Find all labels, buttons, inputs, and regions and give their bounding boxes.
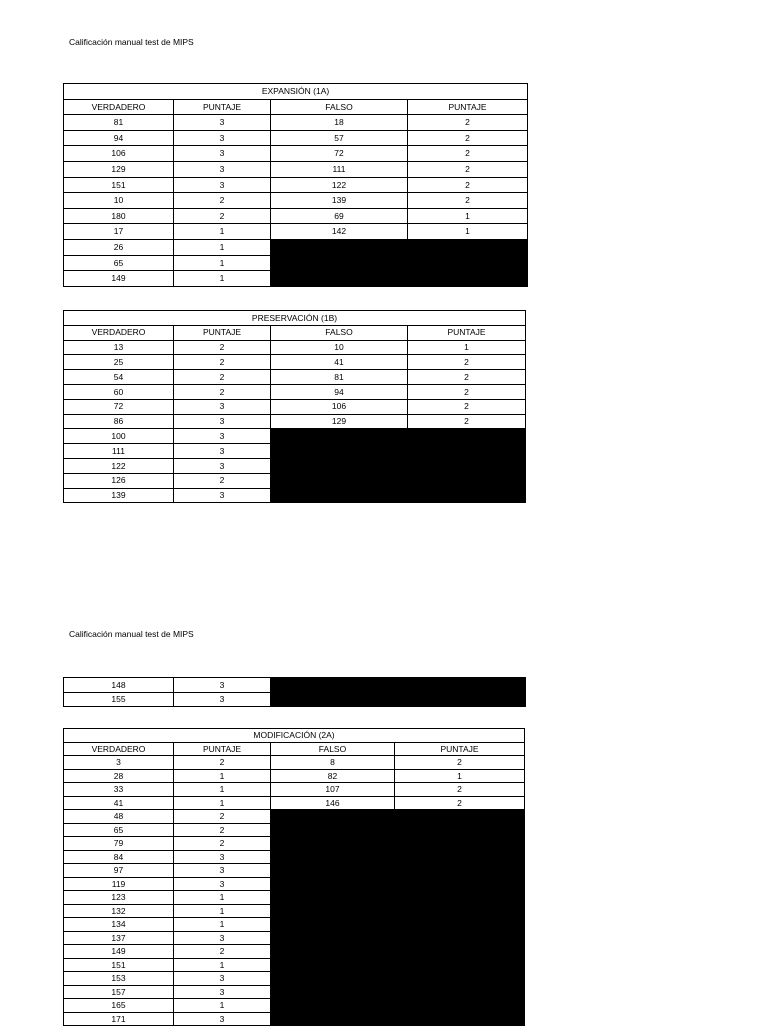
table-cell: 1: [174, 239, 271, 255]
table-cell: 119: [64, 877, 174, 891]
table-cell: 2: [174, 823, 271, 837]
table-cell: 79: [64, 837, 174, 851]
table-cell: 1: [174, 904, 271, 918]
table-row: [64, 161, 528, 177]
table-cell: 10: [64, 193, 174, 209]
redacted-cell: [271, 473, 526, 488]
redacted-cell: [271, 692, 526, 707]
redacted-cell: [271, 1012, 525, 1026]
table-cell: 3: [174, 458, 271, 473]
table-row: [64, 783, 525, 797]
redacted-cell: [271, 810, 525, 824]
table-cell: 2: [174, 384, 271, 399]
redacted-cell: [271, 999, 525, 1013]
table-cell: 2: [174, 370, 271, 385]
table-row: [64, 370, 526, 385]
table-cell: 129: [271, 414, 408, 429]
table-cell: 149: [64, 945, 174, 959]
table-cell: 155: [64, 692, 174, 707]
redacted-cell: [271, 864, 525, 878]
table-cell: 41: [64, 796, 174, 810]
table-row: [64, 891, 525, 905]
table-cell: 97: [64, 864, 174, 878]
table-row: [64, 271, 528, 287]
table-row: [64, 756, 525, 770]
table-row: [64, 414, 526, 429]
table-row: [64, 224, 528, 240]
table-cell: 1: [174, 271, 271, 287]
table-cell: 134: [64, 918, 174, 932]
table-cell: 107: [271, 783, 395, 797]
table-cell: 1: [174, 958, 271, 972]
table-cell: 2: [395, 796, 525, 810]
table-row: [64, 458, 526, 473]
table-cell: 3: [174, 115, 271, 131]
table-cell: 1: [408, 224, 528, 240]
table-cell: 153: [64, 972, 174, 986]
redacted-cell: [271, 271, 528, 287]
table-row: [64, 384, 526, 399]
table-row: [64, 193, 528, 209]
table-cell: 3: [174, 444, 271, 459]
redacted-cell: [271, 255, 528, 271]
table-cell: 17: [64, 224, 174, 240]
table-cell: 126: [64, 473, 174, 488]
table-cell: 18: [271, 115, 408, 131]
table-cell: 1: [174, 999, 271, 1013]
table-cell: 94: [64, 130, 174, 146]
table-cell: 1: [174, 918, 271, 932]
table-row: [64, 985, 525, 999]
table-body: [64, 678, 526, 707]
table-cell: 3: [174, 678, 271, 693]
table-cell: 13: [64, 340, 174, 355]
table-row: [64, 146, 528, 162]
redacted-cell: [271, 458, 526, 473]
table-row: [64, 399, 526, 414]
redacted-cell: [271, 891, 525, 905]
table-cell: 28: [64, 769, 174, 783]
table-row: [64, 958, 525, 972]
table-cell: 3: [174, 985, 271, 999]
table-row: [64, 972, 525, 986]
table-row: [64, 692, 526, 707]
table-row: [64, 340, 526, 355]
table-row: [64, 177, 528, 193]
table-cell: 3: [174, 399, 271, 414]
table-cell: 2: [408, 399, 526, 414]
continuation-table: [63, 677, 526, 707]
column-header: PUNTAJE: [174, 742, 271, 756]
table-cell: 3: [174, 429, 271, 444]
column-header: FALSO: [271, 325, 408, 340]
table-row: [64, 355, 526, 370]
table-cell: 33: [64, 783, 174, 797]
table-cell: 2: [408, 146, 528, 162]
column-header: FALSO: [271, 99, 408, 115]
column-header: VERDADERO: [64, 742, 174, 756]
table-cell: 65: [64, 823, 174, 837]
table-cell: 65: [64, 255, 174, 271]
table-row: [64, 850, 525, 864]
table-cell: 2: [174, 810, 271, 824]
table-cell: 149: [64, 271, 174, 287]
table-cell: 111: [271, 161, 408, 177]
table-row: [64, 945, 525, 959]
table-title: PRESERVACIÓN (1B): [64, 311, 526, 326]
table-cell: 26: [64, 239, 174, 255]
table-cell: 3: [174, 972, 271, 986]
table-cell: 2: [408, 161, 528, 177]
table-cell: 3: [64, 756, 174, 770]
table-cell: 94: [271, 384, 408, 399]
redacted-cell: [271, 918, 525, 932]
modificacion-table: [63, 728, 525, 1026]
table-row: [64, 115, 528, 131]
table-cell: 1: [174, 769, 271, 783]
table-cell: 2: [408, 130, 528, 146]
table-row: [64, 796, 525, 810]
table-cell: 2: [395, 783, 525, 797]
table-cell: 3: [174, 414, 271, 429]
page-title: Calificación manual test de MIPS: [69, 629, 194, 639]
table-cell: 2: [174, 837, 271, 851]
table-cell: 1: [174, 255, 271, 271]
table-cell: 2: [174, 355, 271, 370]
table-cell: 123: [64, 891, 174, 905]
redacted-cell: [271, 444, 526, 459]
redacted-cell: [271, 837, 525, 851]
table-cell: 72: [271, 146, 408, 162]
table-row: [64, 1012, 525, 1026]
table-cell: 2: [408, 115, 528, 131]
table-row: [64, 823, 525, 837]
redacted-cell: [271, 904, 525, 918]
preservacion-table: [63, 310, 526, 503]
table-cell: 3: [174, 864, 271, 878]
table-cell: 142: [271, 224, 408, 240]
redacted-cell: [271, 823, 525, 837]
redacted-cell: [271, 985, 525, 999]
redacted-cell: [271, 239, 528, 255]
table-row: [64, 255, 528, 271]
table-row: [64, 877, 525, 891]
table-cell: 151: [64, 177, 174, 193]
table-cell: 2: [408, 370, 526, 385]
table-cell: 3: [174, 877, 271, 891]
page-title: Calificación manual test de MIPS: [69, 37, 194, 47]
table-cell: 2: [395, 756, 525, 770]
table-row: [64, 837, 525, 851]
table-cell: 1: [408, 208, 528, 224]
table-row: [64, 678, 526, 693]
table-cell: 1: [174, 891, 271, 905]
table-cell: 2: [174, 473, 271, 488]
table-cell: 151: [64, 958, 174, 972]
table-cell: 1: [174, 224, 271, 240]
table-cell: 86: [64, 414, 174, 429]
table-cell: 69: [271, 208, 408, 224]
table-cell: 106: [64, 146, 174, 162]
table-row: [64, 488, 526, 503]
table-row: [64, 918, 525, 932]
table-cell: 57: [271, 130, 408, 146]
table-row: [64, 931, 525, 945]
redacted-cell: [271, 931, 525, 945]
table-row: [64, 769, 525, 783]
table-cell: 72: [64, 399, 174, 414]
expansion-table: [63, 83, 528, 287]
table-cell: 139: [271, 193, 408, 209]
table-cell: 180: [64, 208, 174, 224]
table-cell: 1: [408, 340, 526, 355]
table-cell: 132: [64, 904, 174, 918]
column-header: PUNTAJE: [408, 99, 528, 115]
column-header: VERDADERO: [64, 325, 174, 340]
table-cell: 3: [174, 177, 271, 193]
column-header: PUNTAJE: [408, 325, 526, 340]
table-row: [64, 130, 528, 146]
table-cell: 81: [271, 370, 408, 385]
column-header: PUNTAJE: [174, 325, 271, 340]
column-header: PUNTAJE: [395, 742, 525, 756]
table-cell: 3: [174, 130, 271, 146]
table-row: [64, 999, 525, 1013]
column-header: FALSO: [271, 742, 395, 756]
table-cell: 3: [174, 146, 271, 162]
table-cell: 2: [408, 193, 528, 209]
redacted-cell: [271, 945, 525, 959]
table-cell: 2: [174, 208, 271, 224]
table-cell: 2: [408, 177, 528, 193]
table-cell: 148: [64, 678, 174, 693]
table-cell: 2: [408, 384, 526, 399]
table-cell: 54: [64, 370, 174, 385]
table-cell: 171: [64, 1012, 174, 1026]
table-row: [64, 810, 525, 824]
table-cell: 3: [174, 850, 271, 864]
table-cell: 2: [408, 355, 526, 370]
table-cell: 2: [408, 414, 526, 429]
table-title: EXPANSIÓN (1A): [64, 84, 528, 100]
table-cell: 3: [174, 1012, 271, 1026]
table-cell: 137: [64, 931, 174, 945]
table-cell: 60: [64, 384, 174, 399]
table-cell: 2: [174, 340, 271, 355]
table-row: [64, 444, 526, 459]
table-cell: 48: [64, 810, 174, 824]
table-cell: 10: [271, 340, 408, 355]
table-cell: 129: [64, 161, 174, 177]
table-cell: 41: [271, 355, 408, 370]
table-cell: 82: [271, 769, 395, 783]
table-body: [64, 756, 525, 1026]
redacted-cell: [271, 877, 525, 891]
redacted-cell: [271, 958, 525, 972]
table-row: [64, 239, 528, 255]
table-cell: 122: [271, 177, 408, 193]
table-cell: 106: [271, 399, 408, 414]
table-title: MODIFICACIÓN (2A): [64, 729, 525, 743]
table-cell: 3: [174, 931, 271, 945]
table-cell: 165: [64, 999, 174, 1013]
table-cell: 100: [64, 429, 174, 444]
table-cell: 2: [174, 756, 271, 770]
table-cell: 25: [64, 355, 174, 370]
table-cell: 81: [64, 115, 174, 131]
table-cell: 3: [174, 692, 271, 707]
redacted-cell: [271, 850, 525, 864]
table-cell: 139: [64, 488, 174, 503]
table-row: [64, 473, 526, 488]
redacted-cell: [271, 429, 526, 444]
table-cell: 84: [64, 850, 174, 864]
table-cell: 146: [271, 796, 395, 810]
table-row: [64, 864, 525, 878]
table-cell: 3: [174, 161, 271, 177]
table-row: [64, 904, 525, 918]
table-cell: 157: [64, 985, 174, 999]
redacted-cell: [271, 488, 526, 503]
table-cell: 2: [174, 945, 271, 959]
column-header: PUNTAJE: [174, 99, 271, 115]
table-cell: 3: [174, 488, 271, 503]
table-cell: 1: [174, 796, 271, 810]
table-cell: 1: [395, 769, 525, 783]
table-cell: 122: [64, 458, 174, 473]
table-body: [64, 340, 526, 503]
table-cell: 1: [174, 783, 271, 797]
redacted-cell: [271, 972, 525, 986]
table-cell: 2: [174, 193, 271, 209]
table-row: [64, 208, 528, 224]
table-row: [64, 429, 526, 444]
redacted-cell: [271, 678, 526, 693]
table-cell: 8: [271, 756, 395, 770]
table-cell: 111: [64, 444, 174, 459]
table-body: [64, 115, 528, 287]
column-header: VERDADERO: [64, 99, 174, 115]
